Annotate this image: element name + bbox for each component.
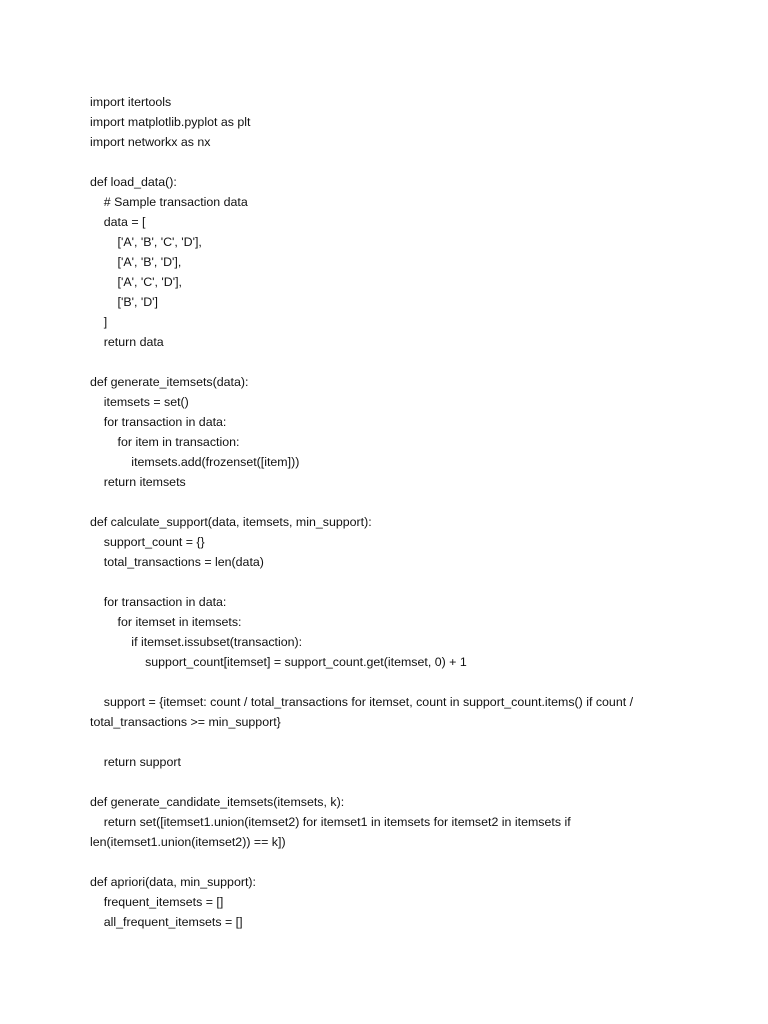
code-line: total_transactions >= min_support} — [90, 715, 281, 729]
code-line: total_transactions = len(data) — [90, 555, 264, 569]
code-line: for item in transaction: — [90, 435, 240, 449]
code-line: support = {itemset: count / total_transactions for itemset, count in support_count.items() if count / — [90, 695, 634, 709]
code-line — [90, 572, 680, 592]
code-line: import itertools — [90, 95, 172, 109]
code-line: if itemset.issubset(transaction): — [90, 635, 303, 649]
code-line — [90, 852, 680, 872]
code-line: return support — [90, 755, 181, 769]
code-line: for transaction in data: — [90, 595, 227, 609]
code-line: ['A', 'B', 'C', 'D'], — [90, 235, 202, 249]
code-line: def generate_candidate_itemsets(itemsets, k): — [90, 795, 345, 809]
code-line — [90, 152, 680, 172]
code-line: itemsets.add(frozenset([item])) — [90, 455, 300, 469]
code-line — [90, 732, 680, 752]
code-line: len(itemset1.union(itemset2)) == k]) — [90, 835, 286, 849]
code-line: data = [ — [90, 215, 146, 229]
code-line: def calculate_support(data, itemsets, min_support): — [90, 515, 372, 529]
code-line: return itemsets — [90, 475, 186, 489]
code-line: support_count = {} — [90, 535, 205, 549]
code-line: def generate_itemsets(data): — [90, 375, 249, 389]
code-line: ] — [90, 315, 108, 329]
code-line: ['A', 'B', 'D'], — [90, 255, 182, 269]
code-block — [90, 92, 680, 932]
code-line: itemsets = set() — [90, 395, 189, 409]
code-line: return data — [90, 335, 164, 349]
code-line — [90, 672, 680, 692]
code-line: ['A', 'C', 'D'], — [90, 275, 182, 289]
code-line: support_count[itemset] = support_count.get(itemset, 0) + 1 — [90, 655, 467, 669]
code-line: def load_data(): — [90, 175, 177, 189]
code-line — [90, 772, 680, 792]
code-line: ['B', 'D'] — [90, 295, 158, 309]
code-line: for itemset in itemsets: — [90, 615, 242, 629]
code-line: return set([itemset1.union(itemset2) for itemset1 in itemsets for itemset2 in itemsets if — [90, 815, 571, 829]
code-line — [90, 352, 680, 372]
code-line: def apriori(data, min_support): — [90, 875, 256, 889]
code-line: frequent_itemsets = [] — [90, 895, 224, 909]
code-line: all_frequent_itemsets = [] — [90, 915, 243, 929]
code-line: import matplotlib.pyplot as plt — [90, 115, 251, 129]
code-line — [90, 492, 680, 512]
code-line: # Sample transaction data — [90, 195, 248, 209]
code-line: import networkx as nx — [90, 135, 211, 149]
code-line: for transaction in data: — [90, 415, 227, 429]
